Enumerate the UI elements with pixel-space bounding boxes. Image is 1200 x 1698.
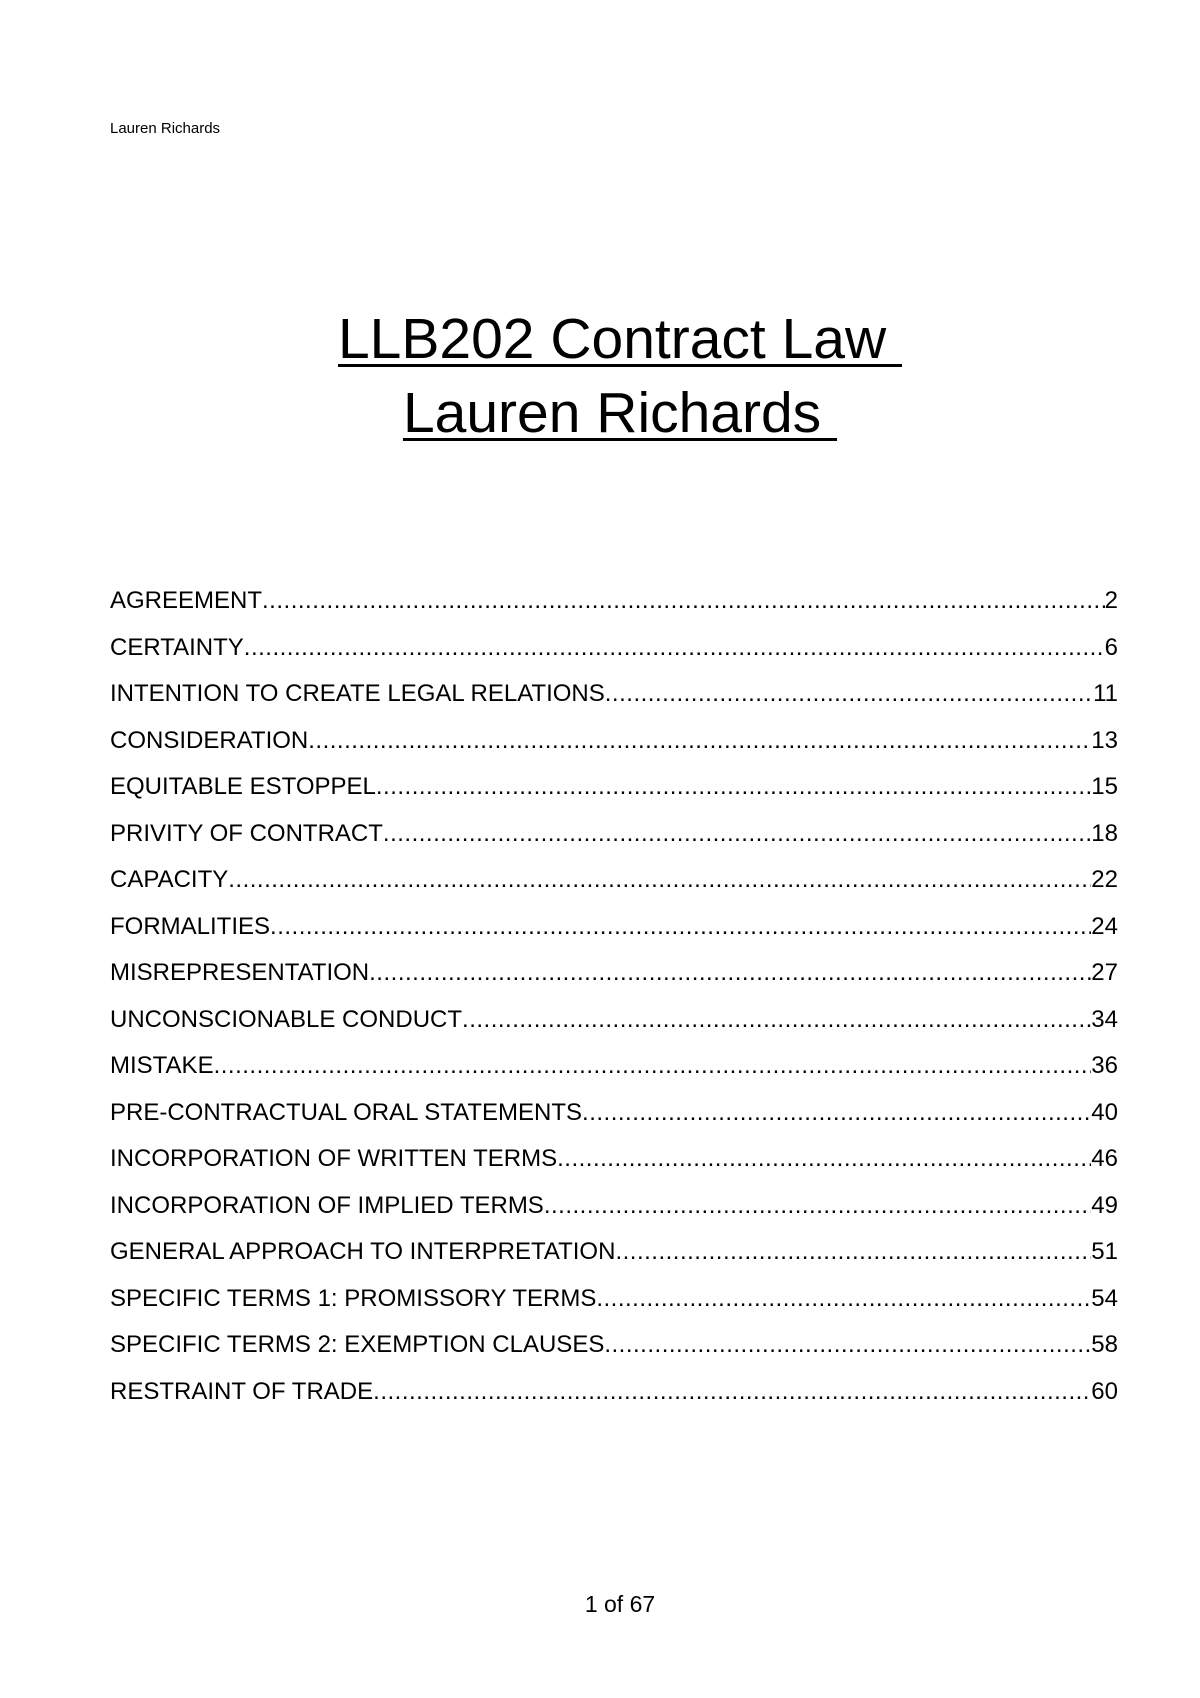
toc-entry[interactable] [110, 1143, 1118, 1190]
toc-dot-leader [376, 771, 1091, 803]
toc-entry-title: EQUITABLE ESTOPPEL [110, 773, 376, 800]
table-of-contents [110, 585, 1118, 1422]
toc-entry-title: CONSIDERATION [110, 726, 309, 754]
toc-entry-page: 24 [1091, 912, 1118, 940]
toc-entry-title: FORMALITIES [110, 912, 271, 940]
toc-entry-page: 13 [1091, 726, 1118, 754]
toc-entry-title: INCORPORATION OF WRITTEN TERMS [110, 1145, 558, 1172]
toc-entry-title: RESTRAINT OF TRADE [110, 1377, 374, 1405]
toc-entry-page: 60 [1091, 1377, 1118, 1405]
toc-dot-leader [604, 1329, 1091, 1361]
toc-entry[interactable] [110, 911, 1118, 958]
toc-dot-leader [369, 957, 1091, 989]
toc-entry-title: SPECIFIC TERMS 2: EXEMPTION CLAUSES [110, 1331, 605, 1358]
toc-entry-page: 46 [1091, 1145, 1118, 1172]
toc-entry[interactable] [110, 957, 1118, 1004]
toc-entry[interactable] [110, 1004, 1118, 1051]
toc-dot-leader [270, 911, 1091, 943]
toc-dot-leader [214, 1050, 1092, 1082]
toc-dot-leader [557, 1143, 1091, 1175]
toc-entry-title: CERTAINTY [110, 633, 244, 661]
toc-dot-leader [462, 1004, 1091, 1036]
toc-entry[interactable] [110, 632, 1118, 679]
toc-dot-leader [615, 1236, 1091, 1268]
toc-entry[interactable] [110, 585, 1118, 632]
toc-entry-title: CAPACITY [110, 866, 229, 893]
toc-entry-page: 40 [1091, 1098, 1118, 1126]
toc-dot-leader [228, 864, 1091, 896]
toc-dot-leader [596, 1283, 1091, 1315]
toc-entry-title: UNCONSCIONABLE CONDUCT [110, 1005, 463, 1033]
toc-entry-title: MISTAKE [110, 1052, 214, 1079]
running-header: Lauren Richards [110, 120, 221, 137]
toc-entry-title: AGREEMENT [110, 587, 263, 614]
toc-entry-title: INCORPORATION OF IMPLIED TERMS [110, 1191, 544, 1219]
toc-entry-page: 34 [1091, 1005, 1118, 1033]
toc-entry[interactable] [110, 678, 1118, 725]
document-title [0, 302, 1200, 450]
toc-entry-title: MISREPRESENTATION [110, 959, 370, 986]
toc-entry[interactable] [110, 771, 1118, 818]
toc-entry[interactable] [110, 725, 1118, 772]
toc-entry-page: 6 [1104, 633, 1118, 661]
toc-entry-page: 15 [1091, 773, 1118, 800]
toc-entry-title: GENERAL APPROACH TO INTERPRETATION [110, 1238, 616, 1265]
toc-entry-page: 11 [1093, 680, 1118, 707]
toc-entry-title: SPECIFIC TERMS 1: PROMISSORY TERMS [110, 1284, 597, 1312]
title-author: Lauren Richards [402, 381, 838, 445]
toc-entry-page: 2 [1104, 587, 1118, 614]
toc-entry-page: 27 [1091, 959, 1118, 986]
toc-entry-title: INTENTION TO CREATE LEGAL RELATIONS [110, 680, 605, 707]
toc-entry-page: 18 [1091, 819, 1118, 847]
toc-dot-leader [244, 632, 1105, 664]
toc-entry[interactable] [110, 1376, 1118, 1423]
toc-entry[interactable] [110, 1190, 1118, 1237]
toc-entry-page: 58 [1091, 1331, 1118, 1358]
toc-entry[interactable] [110, 1283, 1118, 1330]
toc-entry[interactable] [110, 864, 1118, 911]
toc-dot-leader [308, 725, 1091, 757]
toc-dot-leader [262, 585, 1105, 617]
toc-dot-leader [373, 1376, 1091, 1408]
toc-entry-title: PRE-CONTRACTUAL ORAL STATEMENTS [110, 1098, 583, 1126]
toc-entry-page: 22 [1091, 866, 1118, 893]
toc-entry-page: 49 [1091, 1191, 1118, 1219]
toc-entry[interactable] [110, 818, 1118, 865]
toc-entry[interactable] [110, 1050, 1118, 1097]
toc-entry[interactable] [110, 1236, 1118, 1283]
toc-dot-leader [582, 1097, 1091, 1129]
page-number: 1 of 67 [584, 1591, 656, 1617]
toc-entry-page: 36 [1091, 1052, 1118, 1079]
toc-entry-page: 54 [1091, 1284, 1118, 1312]
toc-entry-page: 51 [1091, 1238, 1118, 1265]
title-course: LLB202 Contract Law [337, 307, 903, 371]
toc-entry-title: PRIVITY OF CONTRACT [110, 819, 383, 847]
toc-dot-leader [383, 818, 1091, 850]
toc-dot-leader [544, 1190, 1091, 1222]
toc-entry[interactable] [110, 1329, 1118, 1376]
toc-dot-leader [605, 678, 1093, 710]
toc-entry[interactable] [110, 1097, 1118, 1144]
